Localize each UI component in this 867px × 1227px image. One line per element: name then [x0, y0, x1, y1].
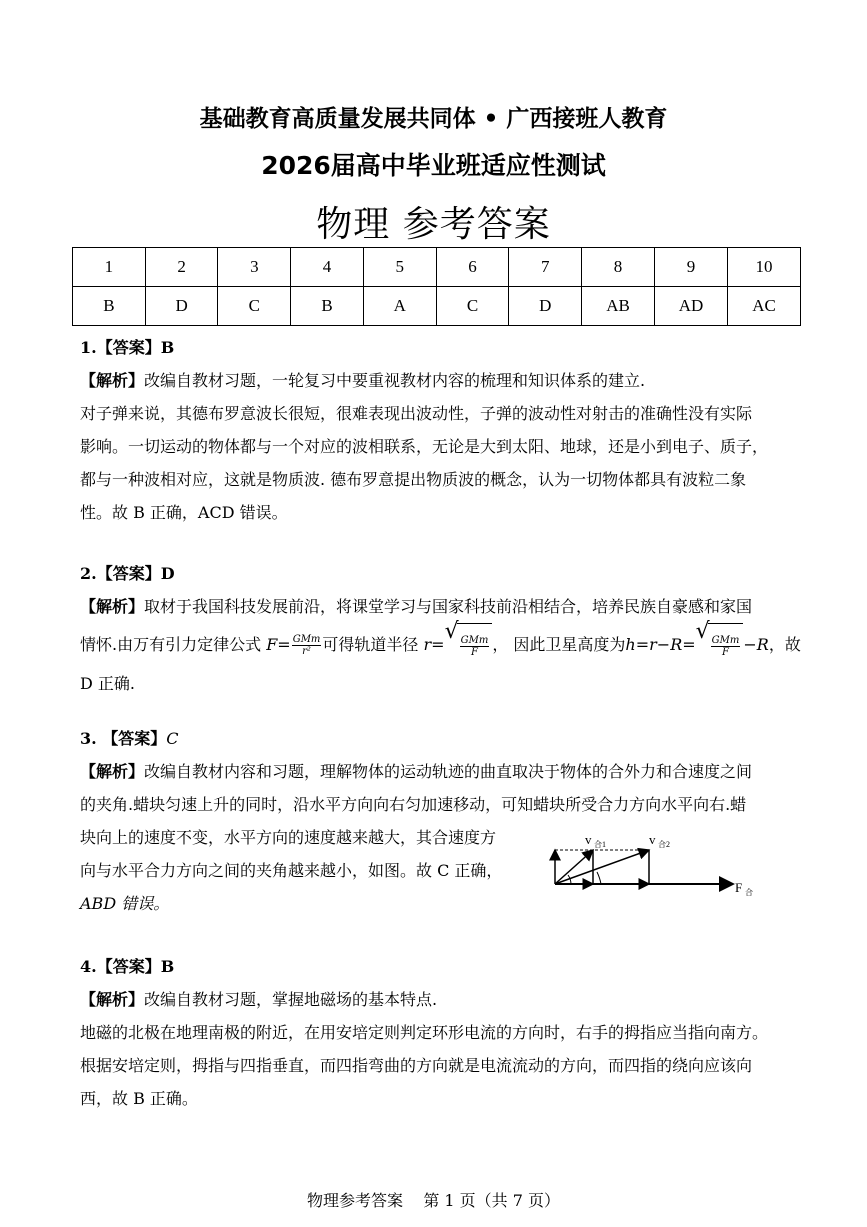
- table-cell-answer: B: [73, 287, 146, 326]
- q4-line: 西，故 B 正确。: [80, 1089, 198, 1108]
- q2-analysis-label: 【解析】: [80, 597, 145, 616]
- table-cell-number: 6: [436, 248, 509, 287]
- q4-line: 改编自教材习题，掌握地磁场的基本特点.: [144, 990, 438, 1009]
- table-cell-number: 5: [363, 248, 436, 287]
- velocity-2-arrow: [555, 850, 649, 884]
- table-cell-answer: C: [436, 287, 509, 326]
- table-cell-answer: A: [363, 287, 436, 326]
- table-cell-answer: D: [145, 287, 218, 326]
- label-v2: v: [649, 832, 656, 847]
- q1-line: 改编自教材习题，一轮复习中要重视教材内容的梳理和知识体系的建立.: [144, 371, 646, 390]
- header-organization: 基础教育高质量发展共同体 • 广西接班人教育: [199, 106, 668, 132]
- table-cell-answer: AC: [728, 287, 801, 326]
- q1-line: 都与一种波相对应，这就是物质波. 德布罗意提出物质波的概念，认为一切物体都具有波粒二象: [80, 470, 747, 489]
- q2-answer-heading: 2.【答案】D: [80, 564, 175, 583]
- formula-force: F=: [266, 635, 291, 654]
- label-f: F: [735, 880, 743, 895]
- formula-sqrt-gmm-f: √ $\frac{\text{GMm}}{F}$: [445, 623, 493, 668]
- q1-answer-heading: 1.【答案】B: [80, 338, 175, 357]
- q2-line: D 正确.: [80, 674, 136, 693]
- q4-line: 地磁的北极在地理南极的附近，在用安培定则判定环形电流的方向时，右手的拇指应当指向南方。: [80, 1023, 769, 1042]
- table-cell-number: 3: [218, 248, 291, 287]
- q3-line: 的夹角.蜡块匀速上升的同时，沿水平方向向右匀加速移动，可知蜡块所受合力方向水平向右.蜡: [80, 795, 747, 814]
- table-cell-number: 2: [145, 248, 218, 287]
- q1-line: 性。故 B 正确，ACD 错误。: [80, 503, 288, 522]
- table-cell-number: 4: [291, 248, 364, 287]
- q3-line: 向与水平合力方向之间的夹角越来越小，如图。故 C 正确，: [80, 861, 503, 880]
- table-cell-answer: AD: [655, 287, 728, 326]
- label-v2-sub: 合2: [658, 840, 670, 849]
- q3-line: 块向上的速度不变，水平方向的速度越来越大，其合速度方: [80, 828, 497, 847]
- table-cell-number: 7: [509, 248, 582, 287]
- q3-analysis-label: 【解析】: [80, 762, 145, 781]
- table-cell-number: 9: [655, 248, 728, 287]
- table-cell-number: 8: [582, 248, 655, 287]
- velocity-1-arrow: [555, 850, 593, 884]
- table-cell-answer: B: [291, 287, 364, 326]
- page-footer: 物理参考答案 第 1 页（共 7 页）: [306, 1191, 561, 1210]
- question-2: [80, 557, 800, 700]
- table-cell-number: 1: [73, 248, 146, 287]
- formula-radius: r=: [423, 635, 445, 654]
- q2-text-c: 因此卫星高度为: [513, 635, 626, 654]
- q3-line: ABD 错误。: [80, 894, 170, 913]
- answer-table-answers-row: [73, 287, 801, 326]
- q1-line: 对子弹来说，其德布罗意波长很短，很难表现出波动性，子弹的波动性对射击的准确性没有实际: [80, 404, 753, 423]
- q3-line: 改编自教材内容和习题，理解物体的运动轨迹的曲直取决于物体的合外力和合速度之间: [144, 762, 753, 781]
- velocity-vector-diagram: [545, 830, 765, 900]
- table-cell-answer: D: [509, 287, 582, 326]
- answer-table-numbers-row: [73, 248, 801, 287]
- q2-text-b: 可得轨道半径: [322, 635, 419, 654]
- answer-table: [72, 247, 801, 326]
- formula-sqrt-gmm-f-2: √ $\frac{\text{GMm}}{F}$: [696, 623, 744, 668]
- label-f-sub: 合: [745, 888, 753, 897]
- formula-fraction-gmm-r2: $\frac{\text{GMm}}{\text{r²}}$: [292, 634, 321, 657]
- formula-height: h=r−R=: [625, 635, 696, 654]
- q4-line: 根据安培定则，拇指与四指垂直，而四指弯曲的方向就是电流流动的方向，而四指的绕向应该向: [80, 1056, 753, 1075]
- question-1: [80, 331, 800, 529]
- q1-analysis-label: 【解析】: [80, 371, 145, 390]
- table-cell-answer: C: [218, 287, 291, 326]
- q1-line: 影响。一切运动的物体都与一个对应的波相联系，无论是大到太阳、地球，还是小到电子、质子，: [80, 437, 769, 456]
- angle-arc-2: [597, 872, 601, 884]
- table-cell-number: 10: [728, 248, 801, 287]
- q2-line: 取材于我国科技发展前沿，将课堂学习与国家科技前沿相结合，培养民族自豪感和家国: [144, 597, 753, 616]
- q2-text-d: 故: [784, 635, 801, 654]
- header-exam-title: 2026届高中毕业班适应性测试: [261, 151, 606, 180]
- table-cell-answer: AB: [582, 287, 655, 326]
- header-subject-title: 物理 参考答案: [316, 204, 551, 245]
- q4-answer-heading: 4.【答案】B: [80, 957, 175, 976]
- q3-answer-heading: 3. 【答案】C: [80, 729, 179, 748]
- q2-text-a: 情怀.由万有引力定律公式: [80, 635, 262, 654]
- q2-formula-line: 情怀.由万有引力定律公式 F= $\frac{\text{GMm}}{\text{r²}}$ 可得轨道半径 r= √ $\frac{\text{GMm}}{F}$ ， 因此卫星高度为h=r−R= √ $\frac{\text{GMm}}{F}$ −R，故: [80, 623, 800, 667]
- label-v1-sub: 合1: [594, 840, 606, 849]
- question-4: [80, 950, 800, 1115]
- label-v1: v: [585, 832, 592, 847]
- q4-analysis-label: 【解析】: [80, 990, 145, 1009]
